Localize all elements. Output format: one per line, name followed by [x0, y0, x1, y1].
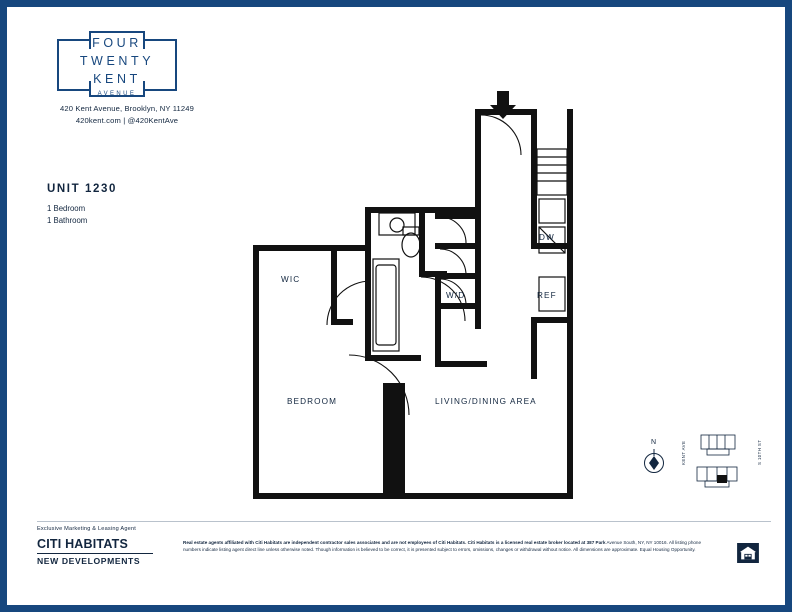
- brand-web-social: 420kent.com | @420KentAve: [75, 115, 179, 125]
- unit-bathrooms: 1 Bathroom: [47, 215, 88, 225]
- room-label-wic: WIC: [281, 275, 301, 284]
- room-label-dw: DW: [539, 233, 555, 242]
- unit-info-block: [47, 183, 117, 226]
- broker-name-text: CITI HABITATS: [37, 537, 129, 551]
- broker-name: [37, 537, 155, 551]
- compass-rose: [641, 439, 681, 487]
- compass-needle-icon: [641, 439, 681, 487]
- equal-housing-opportunity-icon: [737, 543, 759, 563]
- logo-line-4: AVENUE: [97, 91, 137, 98]
- legal-disclaimer: [183, 539, 703, 554]
- disclaimer-rest: Avenue South, NY, NY 10016. All listing phone numbers indicate listing agent direct line unless otherwise noted. Though information is believed to be correct, it is presented subject to errors, omissions, changes or withdrawal without notice. All dimensions are approximate. Equal Housing Opportunity.: [183, 540, 702, 553]
- logo-line-2: TWENTY: [79, 53, 155, 68]
- room-label-ref: REF: [537, 291, 557, 300]
- broker-logo: [37, 537, 155, 566]
- disclaimer-lead: Real estate agents affiliated with Citi Habitats are independent contractor sales associates and are not employees of Citi Habitats. Citi Habitats is a licensed real estate broker located at 387 Park: [183, 540, 606, 545]
- four-twenty-kent-logo-icon: [57, 29, 182, 97]
- room-label-wd: W/D: [446, 291, 466, 300]
- brand-address-block: [47, 103, 207, 127]
- compass-north-label: N: [651, 439, 657, 446]
- footer-divider: [37, 521, 771, 522]
- key-plan-icon: [687, 431, 767, 495]
- broker-division: NEW DEVELOPMENTS: [37, 553, 153, 566]
- room-label-bedroom: BEDROOM: [287, 397, 338, 406]
- brand-address: 420 Kent Avenue, Brooklyn, NY 11249: [59, 104, 195, 113]
- key-plan-street-right: S 10TH ST: [757, 439, 762, 465]
- unit-bedrooms: 1 Bedroom: [47, 204, 86, 213]
- floorplan-drawing: [239, 87, 599, 507]
- room-label-living-dining: LIVING/DINING AREA: [435, 397, 537, 406]
- key-plan: [681, 431, 767, 495]
- unit-title: UNIT 1230: [47, 183, 118, 195]
- logo-line-3: KENT: [93, 71, 141, 86]
- page-footer: [37, 521, 759, 583]
- exclusive-agent-label: Exclusive Marketing & Leasing Agent: [37, 526, 137, 532]
- logo-line-1: FOUR: [92, 36, 142, 50]
- key-plan-street-left: KENT AVE: [681, 440, 686, 465]
